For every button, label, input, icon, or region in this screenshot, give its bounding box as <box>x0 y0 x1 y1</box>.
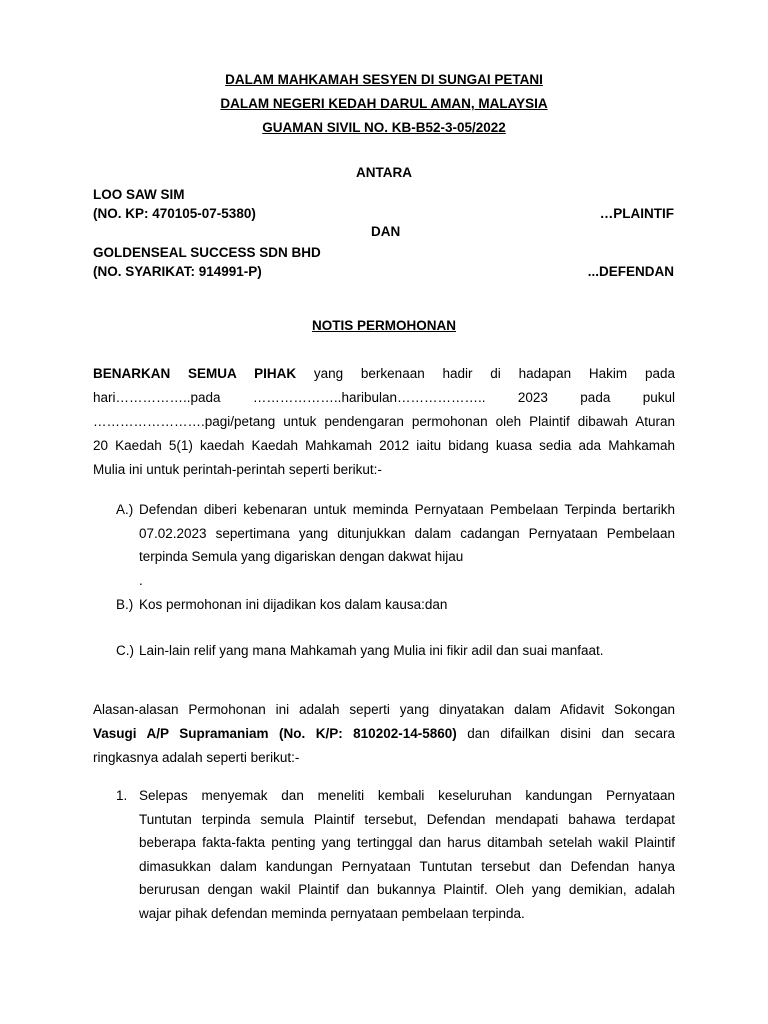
notice-paragraph <box>93 362 675 482</box>
notice-line1-rest: yang berkenaan hadir di hadapan Hakim pada <box>296 366 675 381</box>
defendant-id: (NO. SYARIKAT: 914991-P) <box>93 264 262 279</box>
point-number: 1. <box>116 788 128 803</box>
grounds-line2-rest: dan difailkan disini dan secara <box>456 726 675 741</box>
notice-line: Mulia ini untuk perintah-perintah seperti berikut:- <box>93 462 382 477</box>
order-line: Kos permohonan ini dijadikan kos dalam kausa:dan <box>139 597 448 612</box>
order-text <box>139 593 675 617</box>
court-name: DALAM MAHKAMAH SESYEN DI SUNGAI PETANI <box>225 72 543 87</box>
grounds-paragraph <box>93 698 675 770</box>
order-line: Defendan diberi kebenaran untuk meminda Pernyataan Pembelaan Terpinda bertarikh <box>139 502 675 517</box>
notice-line: 20 Kaedah 5(1) kaedah Kaedah Mahkamah 2012 iaitu bidang kuasa sedia ada Mahkamah <box>93 438 675 453</box>
order-line: 07.02.2023 sepertimana yang ditunjukkan dalam cadangan Pernyataan Pembelaan <box>139 525 675 541</box>
order-text <box>139 498 675 592</box>
defendant-name: GOLDENSEAL SUCCESS SDN BHD <box>93 245 321 260</box>
notice-line <box>93 362 675 386</box>
notice-line: …………………….pagi/petang untuk pendengaran permohonan oleh Plaintif dibawah Aturan <box>93 414 675 429</box>
grounds-line: Alasan-alasan Permohonan ini adalah seperti yang dinyatakan dalam Afidavit Sokongan <box>93 702 675 717</box>
defendant-role: ...DEFENDAN <box>587 264 674 279</box>
order-marker: A.) <box>116 502 134 517</box>
point-line: dimasukkan dalam kandungan Pernyataan Tuntutan tersebut dan Defendan hanya <box>139 858 675 874</box>
grounds-line <box>93 722 675 746</box>
plaintiff-id: (NO. KP: 470105-07-5380) <box>93 206 256 221</box>
point-line: wajar pihak defendan meminda pernyataan pembelaan terpinda. <box>139 905 525 921</box>
grounds-line: ringkasnya adalah seperti berikut:- <box>93 750 300 765</box>
court-state: DALAM NEGERI KEDAH DARUL AMAN, MALAYSIA <box>220 96 548 111</box>
antara-label: ANTARA <box>356 165 412 180</box>
deponent-name: Vasugi A/P Supramaniam (No. K/P: 810202-14-5860) <box>93 726 457 741</box>
order-text <box>139 639 675 663</box>
point-line: beberapa fakta-fakta penting yang tertinggal dan harus ditambah setelah wakil Plaintif <box>139 835 675 850</box>
point-text <box>139 784 675 925</box>
order-line: Lain-lain relif yang mana Mahkamah yang Mulia ini fikir adil dan suai manfaat. <box>139 643 604 658</box>
point-line: berurusan dengan wakil Plaintif dan bukannya Plaintif. Oleh yang demikian, adalah <box>139 882 675 897</box>
plaintiff-role: …PLAINTIF <box>599 206 674 221</box>
notice-title: NOTIS PERMOHONAN <box>311 318 456 333</box>
order-line: . <box>139 572 143 588</box>
notice-line: hari……………..pada ………………..haribulan……………….. 2023 pada pukul <box>93 390 675 405</box>
order-marker: C.) <box>116 643 134 658</box>
point-line: Selepas menyemak dan meneliti kembali keseluruhan kandungan Pernyataan <box>139 788 675 803</box>
order-marker: B.) <box>116 597 134 612</box>
notice-lead: BENARKAN SEMUA PIHAK <box>93 366 297 381</box>
case-number: GUAMAN SIVIL NO. KB-B52-3-05/2022 <box>262 120 506 135</box>
point-line: Tuntutan terpinda semula Plaintif tersebut, Defendan mendapati bahawa terdapat <box>139 811 675 827</box>
dan-label: DAN <box>371 224 401 239</box>
order-line: terpinda Semula yang digariskan dengan dakwat hijau <box>139 549 464 564</box>
plaintiff-name: LOO SAW SIM <box>93 187 185 202</box>
